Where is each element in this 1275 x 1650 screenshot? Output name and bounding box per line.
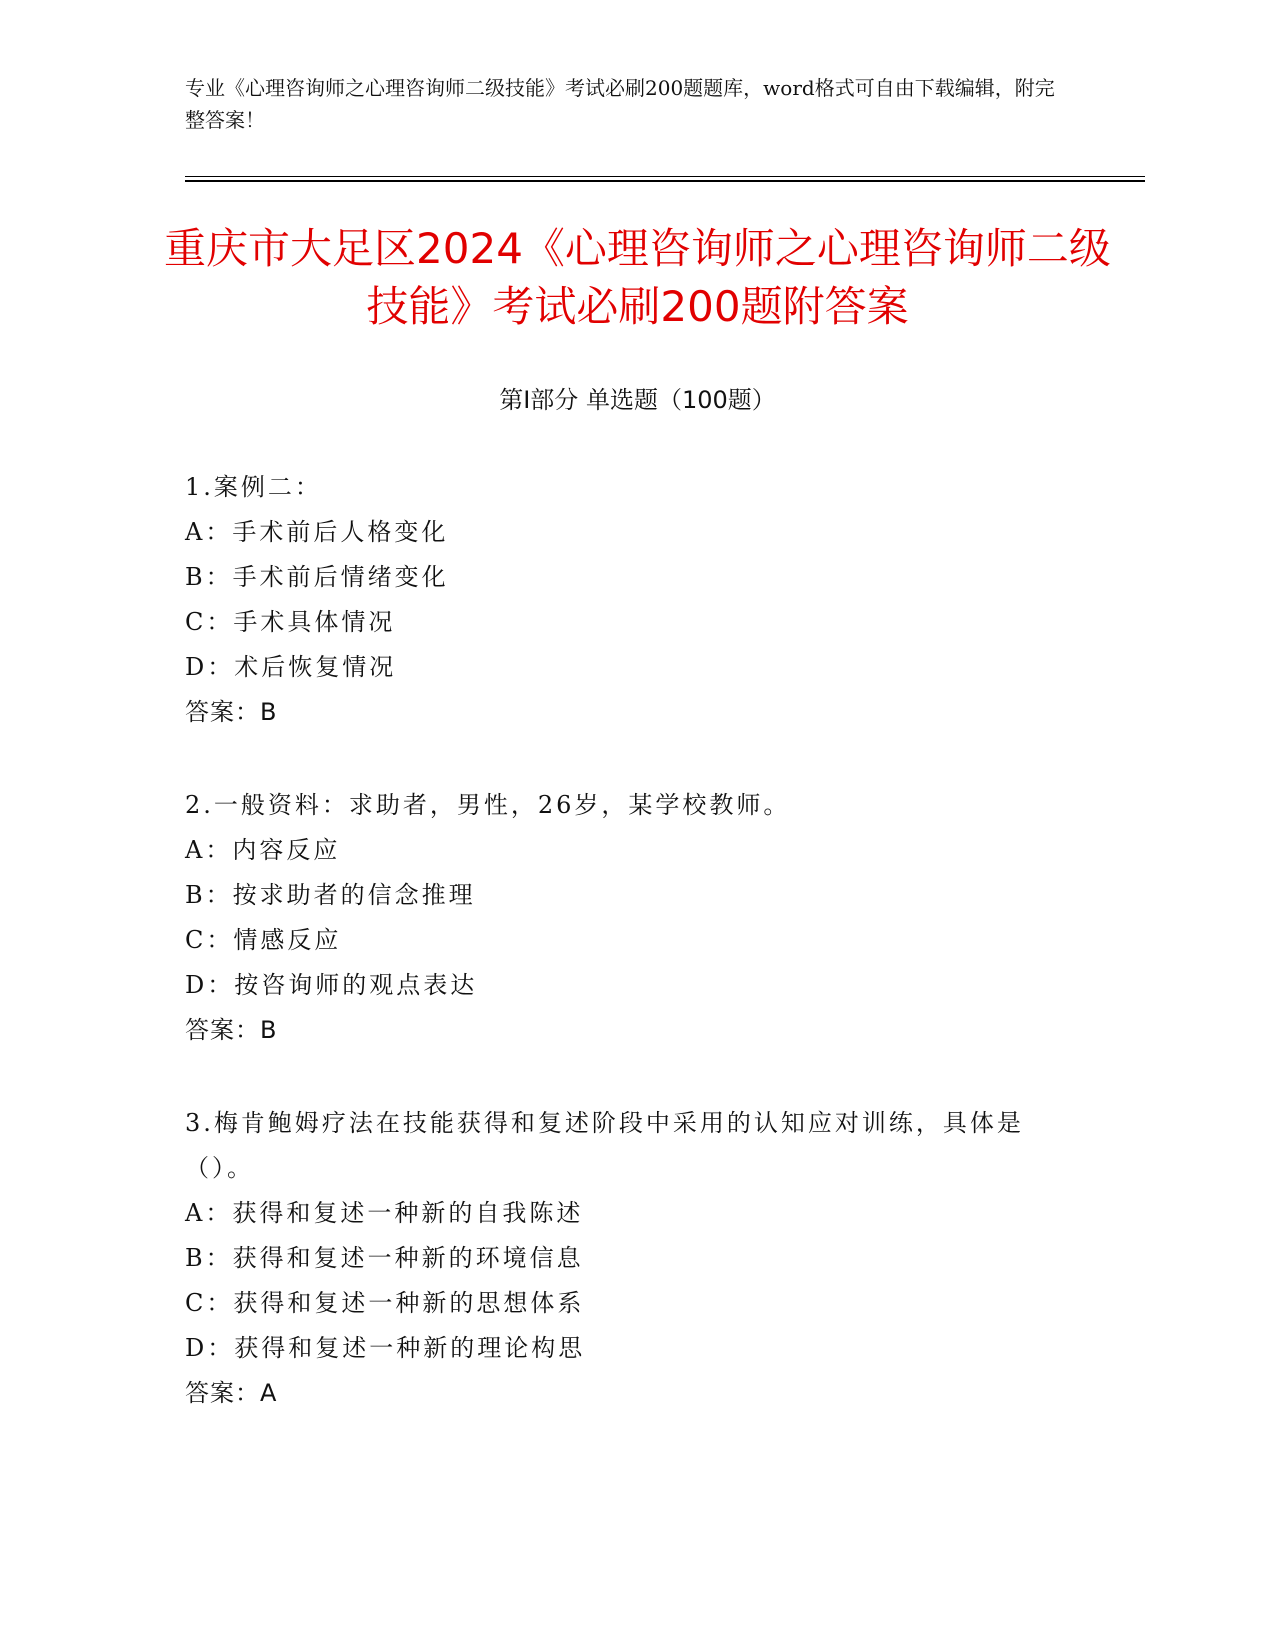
option-a: A：获得和复述一种新的自我陈述 <box>185 1199 584 1227</box>
header-divider-thin <box>185 176 1145 177</box>
option-d: D：获得和复述一种新的理论构思 <box>185 1334 586 1362</box>
option-c: C：获得和复述一种新的思想体系 <box>185 1289 585 1317</box>
intro-text: 专业《心理咨询师之心理咨询师二级技能》考试必刷200题题库，word格式可自由下载编辑，附完整答案！ <box>185 76 1055 132</box>
section-heading: 第Ⅰ部分 单选题（100题） <box>499 386 776 414</box>
option-b: B：按求助者的信念推理 <box>185 881 476 909</box>
header-divider-thick <box>185 180 1145 182</box>
answer: 答案：B <box>185 698 278 726</box>
option-a: A：内容反应 <box>185 836 341 864</box>
question-stem: 1.案例二： <box>185 473 322 501</box>
option-a: A：手术前后人格变化 <box>185 518 449 546</box>
option-d: D：术后恢复情况 <box>185 653 397 681</box>
answer: 答案：B <box>185 1016 278 1044</box>
option-b: B：获得和复述一种新的环境信息 <box>185 1244 584 1272</box>
question-stem: 2.一般资料：求助者，男性，26岁，某学校教师。 <box>185 791 791 819</box>
question-2 <box>185 783 1065 1053</box>
option-c: C：情感反应 <box>185 926 342 954</box>
question-stem: 3.梅肯鲍姆疗法在技能获得和复述阶段中采用的认知应对训练，具体是（）。 <box>185 1109 1024 1182</box>
answer: 答案：A <box>185 1379 278 1407</box>
question-1 <box>185 465 1065 735</box>
question-3 <box>185 1101 1065 1416</box>
option-c: C：手术具体情况 <box>185 608 396 636</box>
option-b: B：手术前后情绪变化 <box>185 563 449 591</box>
option-d: D：按咨询师的观点表达 <box>185 971 478 999</box>
document-title: 重庆市大足区2024《心理咨询师之心理咨询师二级技能》考试必刷200题附答案 <box>164 224 1111 331</box>
